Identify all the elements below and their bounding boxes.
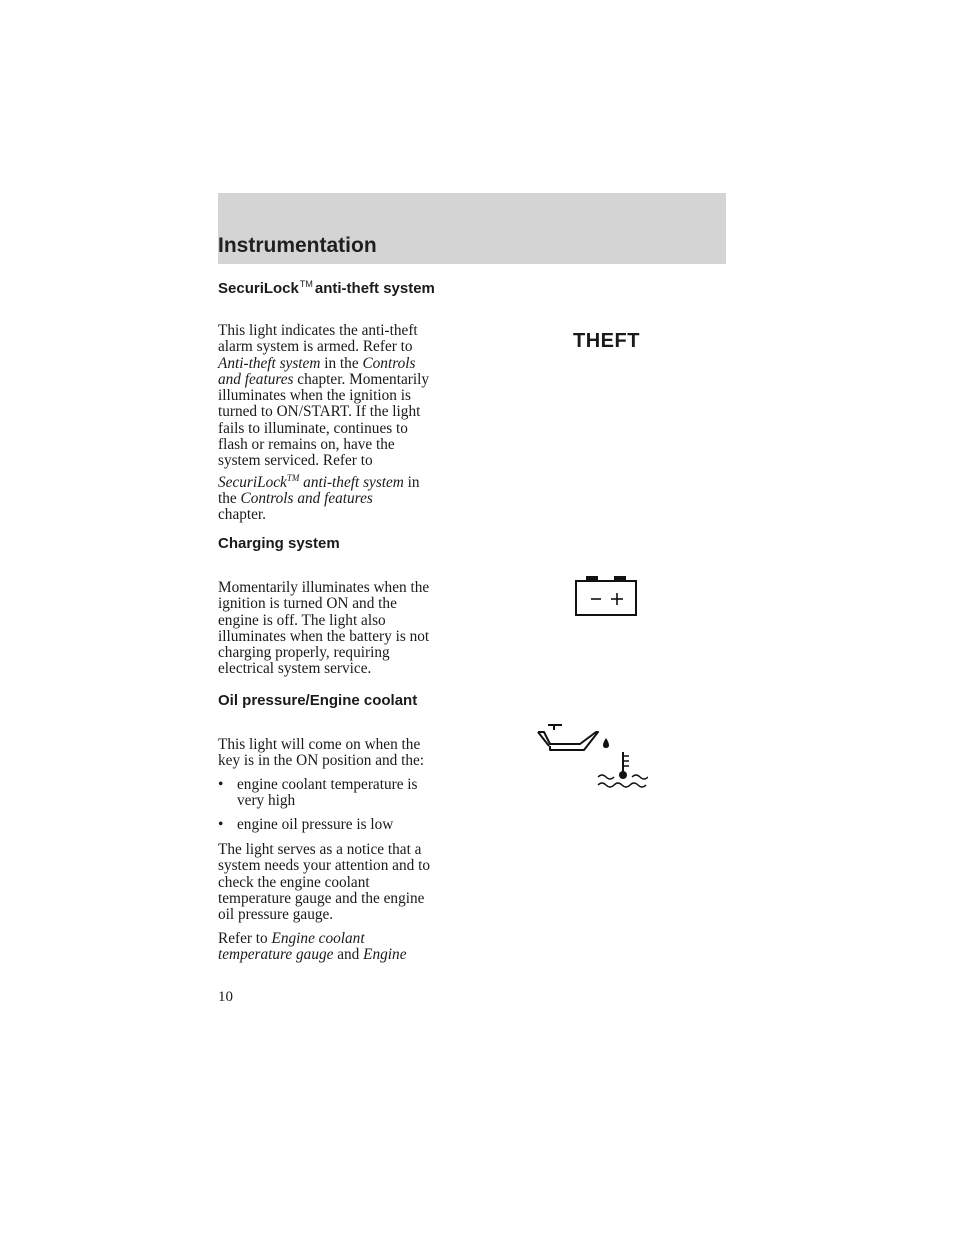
italic-ref: and features [218,370,294,388]
bullet-marker: • [218,816,224,833]
page-header-title: Instrumentation [218,234,377,257]
text-line: flash or remains on, have the [218,436,395,454]
text-line: turned to ON/START. If the light [218,403,421,421]
theft-indicator-label: THEFT [573,330,640,352]
italic-ref: anti-theft system [299,473,404,491]
bullet-text: engine oil pressure is low [237,816,394,833]
text-span: in the [320,354,363,372]
bullet-item-oil-pressure [218,817,480,833]
text-line: temperature gauge and the engine [218,889,425,907]
text-line: illuminates when the battery is not [218,627,430,645]
text-line: ignition is turned ON and the [218,595,397,613]
bullet-item-coolant [218,777,480,810]
text-line: alarm system is armed. Refer to [218,338,413,356]
italic-ref: SecuriLock [218,473,287,491]
text-span: Refer to [218,930,272,947]
italic-ref: temperature gauge [218,946,334,964]
heading-text: anti-theft system [314,280,435,297]
text-line: fails to illuminate, continues to [218,419,408,437]
text-line: system serviced. Refer to [218,452,373,470]
text-line [218,356,480,372]
italic-ref: Anti-theft system [218,354,321,372]
oil-reference-paragraph [218,931,480,964]
text-line: system needs your attention and to [218,857,430,875]
text-line: check the engine coolant [218,873,370,891]
text-span: and [333,946,364,964]
text-line: illuminates when the ignition is [218,387,411,405]
text-line: charging properly, requiring [218,644,390,662]
italic-ref: Engine coolant [271,930,365,947]
text-line [218,470,480,491]
text-line: key is in the ON position and the: [218,752,425,770]
text-span: in [403,473,420,491]
text-span: the [218,490,241,508]
charging-paragraph [218,580,480,678]
trademark-mark: TM [286,472,300,483]
italic-ref: Controls and features [240,490,373,508]
italic-ref: Controls [362,354,416,372]
text-line: very high [237,792,296,810]
oil-coolant-heading: Oil pressure/Engine coolant [218,692,418,709]
oil-intro-paragraph [218,737,480,770]
bullet-text [218,777,480,810]
securilock-heading [218,279,435,297]
italic-ref: Engine [363,946,407,964]
text-line: electrical system service. [218,660,372,678]
text-line [218,491,480,507]
oil-notice-paragraph [218,842,480,923]
coolant-temperature-icon [596,750,648,790]
charging-heading: Charging system [218,535,340,552]
text-line [218,372,480,388]
text-line: chapter. [218,506,266,524]
text-line: The light serves as a notice that a [218,841,422,858]
page-number: 10 [218,989,233,1005]
text-line: Momentarily illuminates when the [218,579,430,596]
text-line: This light will come on when the [218,736,421,753]
text-line: oil pressure gauge. [218,906,334,924]
trademark-mark: TM [299,279,313,289]
text-line: engine is off. The light also [218,611,386,629]
securilock-paragraph [218,323,480,524]
text-line: This light indicates the anti-theft [218,322,418,339]
heading-text: SecuriLock [218,280,299,297]
battery-icon [574,575,638,617]
text-line: engine coolant temperature is [237,776,418,793]
text-line [218,931,480,947]
text-line [218,947,480,963]
bullet-marker: • [218,776,224,793]
text-span: chapter. Momentarily [293,370,429,388]
